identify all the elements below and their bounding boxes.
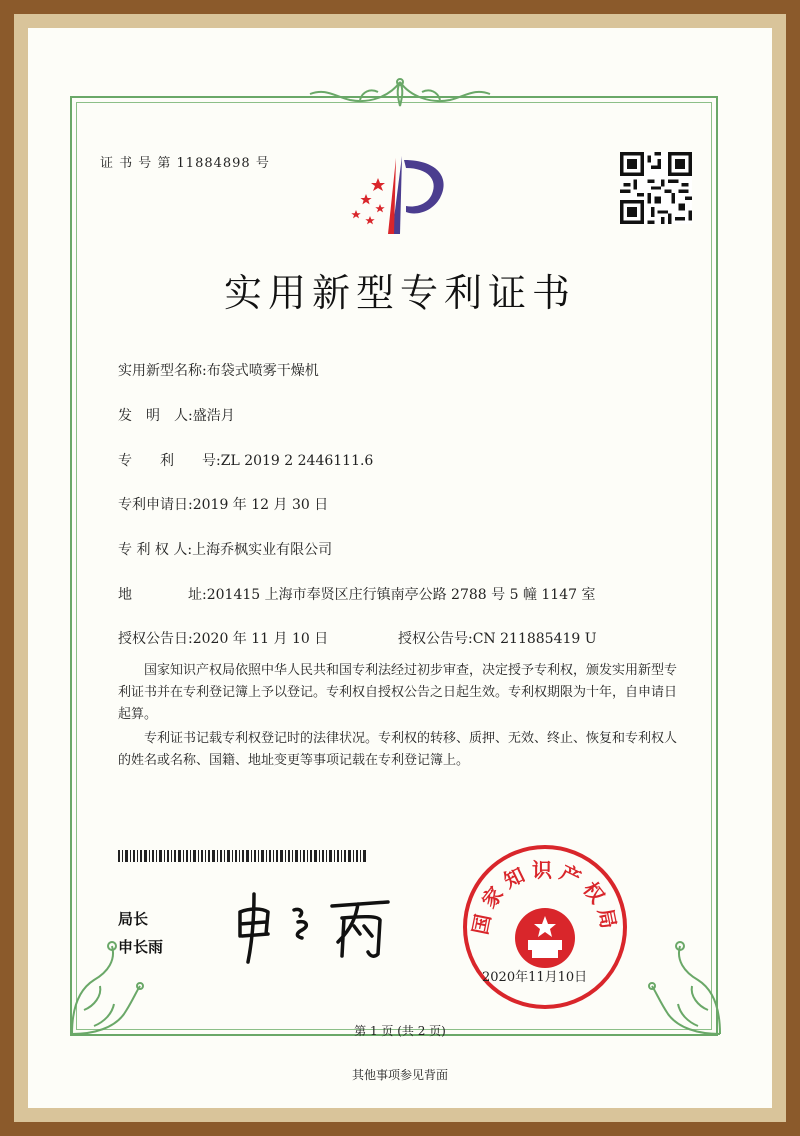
seal-date: 2020年11月10日 [482, 970, 588, 985]
grant-number-value: CN 211885419 U [472, 631, 597, 647]
utility-name-value: 布袋式喷雾干燥机 [206, 363, 319, 379]
certificate-number: 证 书 号 第 11884898 号 [100, 156, 270, 171]
patent-number-value: ZL 2019 2 2446111.6 [220, 453, 374, 469]
grant-date-label: 授权公告日: [118, 631, 193, 647]
grant-number-row [398, 628, 597, 648]
application-date-value: 2019 年 12 月 30 日 [192, 497, 329, 513]
certificate-title: 实用新型专利证书 [223, 271, 576, 315]
address-value: 201415 上海市奉贤区庄行镇南亭公路 2788 号 5 幢 1147 室 [206, 587, 596, 603]
grant-number-label: 授权公告号: [398, 631, 473, 647]
grant-date-row [118, 628, 328, 648]
page-number: 第 1 页 (共 2 页) [354, 1024, 446, 1038]
body-paragraph-1: 国家知识产权局依照中华人民共和国专利法经过初步审查，决定授予专利权，颁发实用新型专利证书并在专利登记簿上予以登记。专利权自授权公告之日起生效。专利权期限为十年，自申请日起算。 [118, 663, 678, 722]
patentee-value: 上海乔枫实业有限公司 [192, 542, 333, 558]
patentee-label: 专 利 权 人: [118, 542, 193, 558]
patentee-row [118, 539, 332, 559]
address-row [118, 584, 595, 604]
address-label: 地 址: [118, 587, 207, 603]
footer-note: 其他事项参见背面 [351, 1068, 448, 1082]
inventor-label: 发 明 人: [118, 408, 193, 424]
application-date-row [118, 494, 328, 514]
signature-icon [228, 886, 408, 966]
qr-code-icon[interactable] [620, 152, 692, 224]
patent-number-row [118, 450, 373, 470]
inventor-row [118, 405, 235, 425]
utility-name-label: 实用新型名称: [118, 363, 207, 379]
signatory-title: 局长 [118, 910, 149, 928]
application-date-label: 专利申请日: [118, 497, 193, 513]
patent-number-label: 专 利 号: [118, 453, 221, 469]
signatory-name: 申长雨 [118, 938, 164, 956]
official-seal-icon [460, 842, 630, 1012]
top-ornament-icon [300, 76, 500, 116]
grant-date-value: 2020 年 11 月 10 日 [192, 631, 329, 647]
barcode-icon [118, 850, 368, 862]
utility-name-row [118, 360, 319, 380]
cnipa-logo-icon [340, 150, 460, 240]
seal-text: 国家知识产权局 [467, 858, 623, 937]
inventor-value: 盛浩月 [192, 408, 235, 424]
body-paragraph-2: 专利证书记载专利权登记时的法律状况。专利权的转移、质押、无效、终止、恢复和专利权人的姓名或名称、国籍、地址变更等事项记载在专利登记簿上。 [118, 731, 678, 768]
